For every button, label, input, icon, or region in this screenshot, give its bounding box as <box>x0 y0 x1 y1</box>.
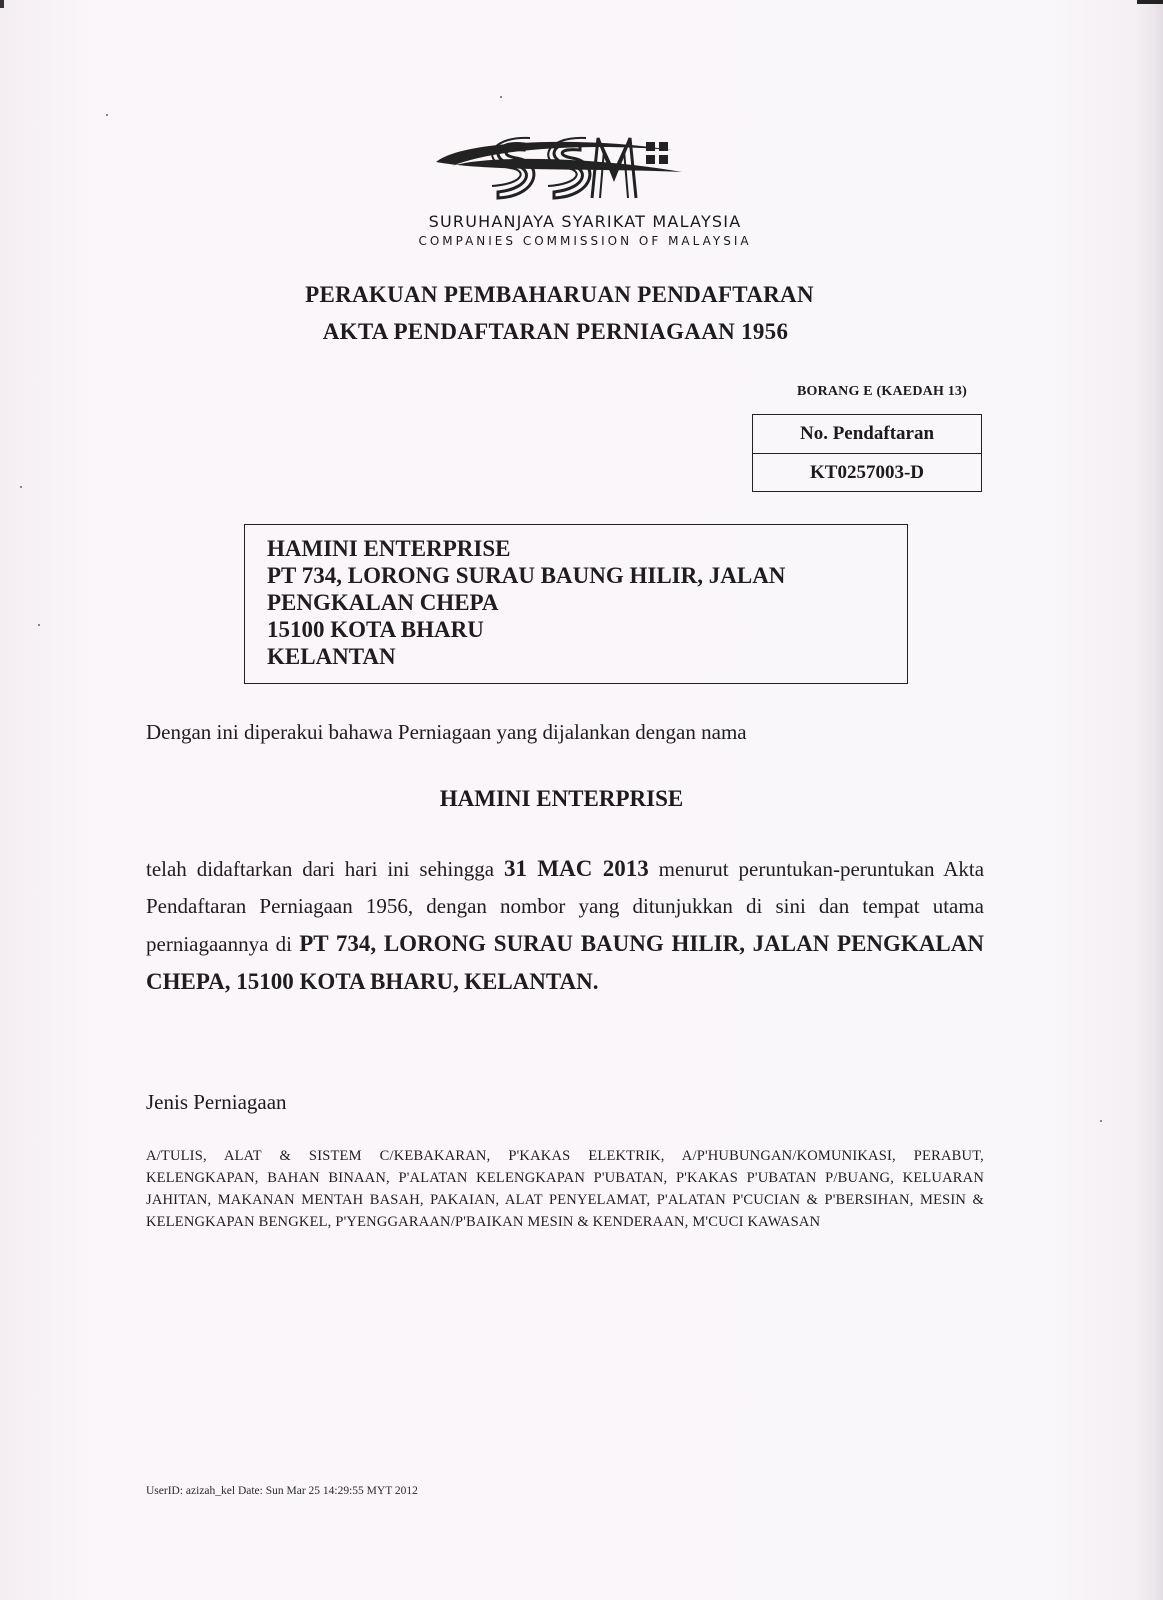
scan-corner-mark <box>1137 0 1163 4</box>
business-type-label: Jenis Perniagaan <box>146 1090 287 1114</box>
footer-user-info: UserID: azizah_kel Date: Sun Mar 25 14:29:55 MYT 2012 <box>146 1485 418 1497</box>
address-line: 15100 KOTA BHARU <box>267 617 484 642</box>
expiry-date: 31 MAC 2013 <box>503 856 649 881</box>
principal-address: PT 734, LORONG SURAU BAUNG HILIR, JALAN PENGKALAN CHEPA, 15100 KOTA BHARU, <box>146 931 984 994</box>
address-line: KELANTAN <box>267 644 396 669</box>
address-line: HAMINI ENTERPRISE <box>267 536 511 561</box>
ssm-logo <box>432 132 692 206</box>
scan-speck <box>38 624 40 626</box>
address-box <box>244 524 908 684</box>
org-name-english: COMPANIES COMMISSION OF MALAYSIA <box>418 234 752 248</box>
business-name: HAMINI ENTERPRISE <box>439 786 684 811</box>
registration-number: KT0257003-D <box>753 453 981 492</box>
scan-speck <box>106 114 108 116</box>
org-name-malay: SURUHANJAYA SYARIKAT MALAYSIA <box>428 212 742 231</box>
form-reference: BORANG E (KAEDAH 13) <box>796 384 967 399</box>
registration-number-box <box>752 414 982 492</box>
scan-corner-mark-left <box>0 0 4 8</box>
certificate-paragraph <box>146 850 984 1001</box>
address-line: PT 734, LORONG SURAU BAUNG HILIR, JALAN <box>267 563 786 588</box>
principal-address-end: KELANTAN. <box>464 969 599 994</box>
scan-speck <box>20 486 22 488</box>
act-title: AKTA PENDAFTARAN PERNIAGAAN 1956 <box>322 319 789 344</box>
para-text-1: telah didaftarkan dari hari ini sehingga <box>146 857 495 881</box>
scan-speck <box>500 96 502 98</box>
address-line: PENGKALAN CHEPA <box>267 590 499 615</box>
registration-label: No. Pendaftaran <box>799 423 935 444</box>
certificate-intro: Dengan ini diperakui bahawa Perniagaan yang dijalankan dengan nama <box>146 720 747 744</box>
para-text-2: menurut peruntukan-peruntukan Akta Pendaftaran Perniagaan 1956, dengan nombor yang ditunjukkan di sini dan tempat utama perniagaannya di <box>146 857 985 956</box>
certificate-title: PERAKUAN PEMBAHARUAN PENDAFTARAN <box>305 282 814 307</box>
business-activities: A/TULIS, ALAT & SISTEM C/KEBAKARAN, P'KAKAS ELEKTRIK, A/P'HUBUNGAN/KOMUNIKASI, PERABUT, KELENGKAPAN, BAHAN BINAAN, P'ALATAN KELENGKAPAN P'UBATAN, P'KAKAS P'UBATAN P/BUANG, KELUARAN JAHITAN, MAKANAN MENTAH BASAH, PAKAIAN, ALAT PENYELAMAT, P'ALATAN P'CUCIAN & P'BERSIHAN, MESIN & KELENGKAPAN BENGKEL, P'YENGGARAAN/P'BAIKAN MESIN & KENDERAAN, M'CUCI KAWASAN <box>146 1148 984 1230</box>
scan-speck <box>1100 1120 1102 1122</box>
